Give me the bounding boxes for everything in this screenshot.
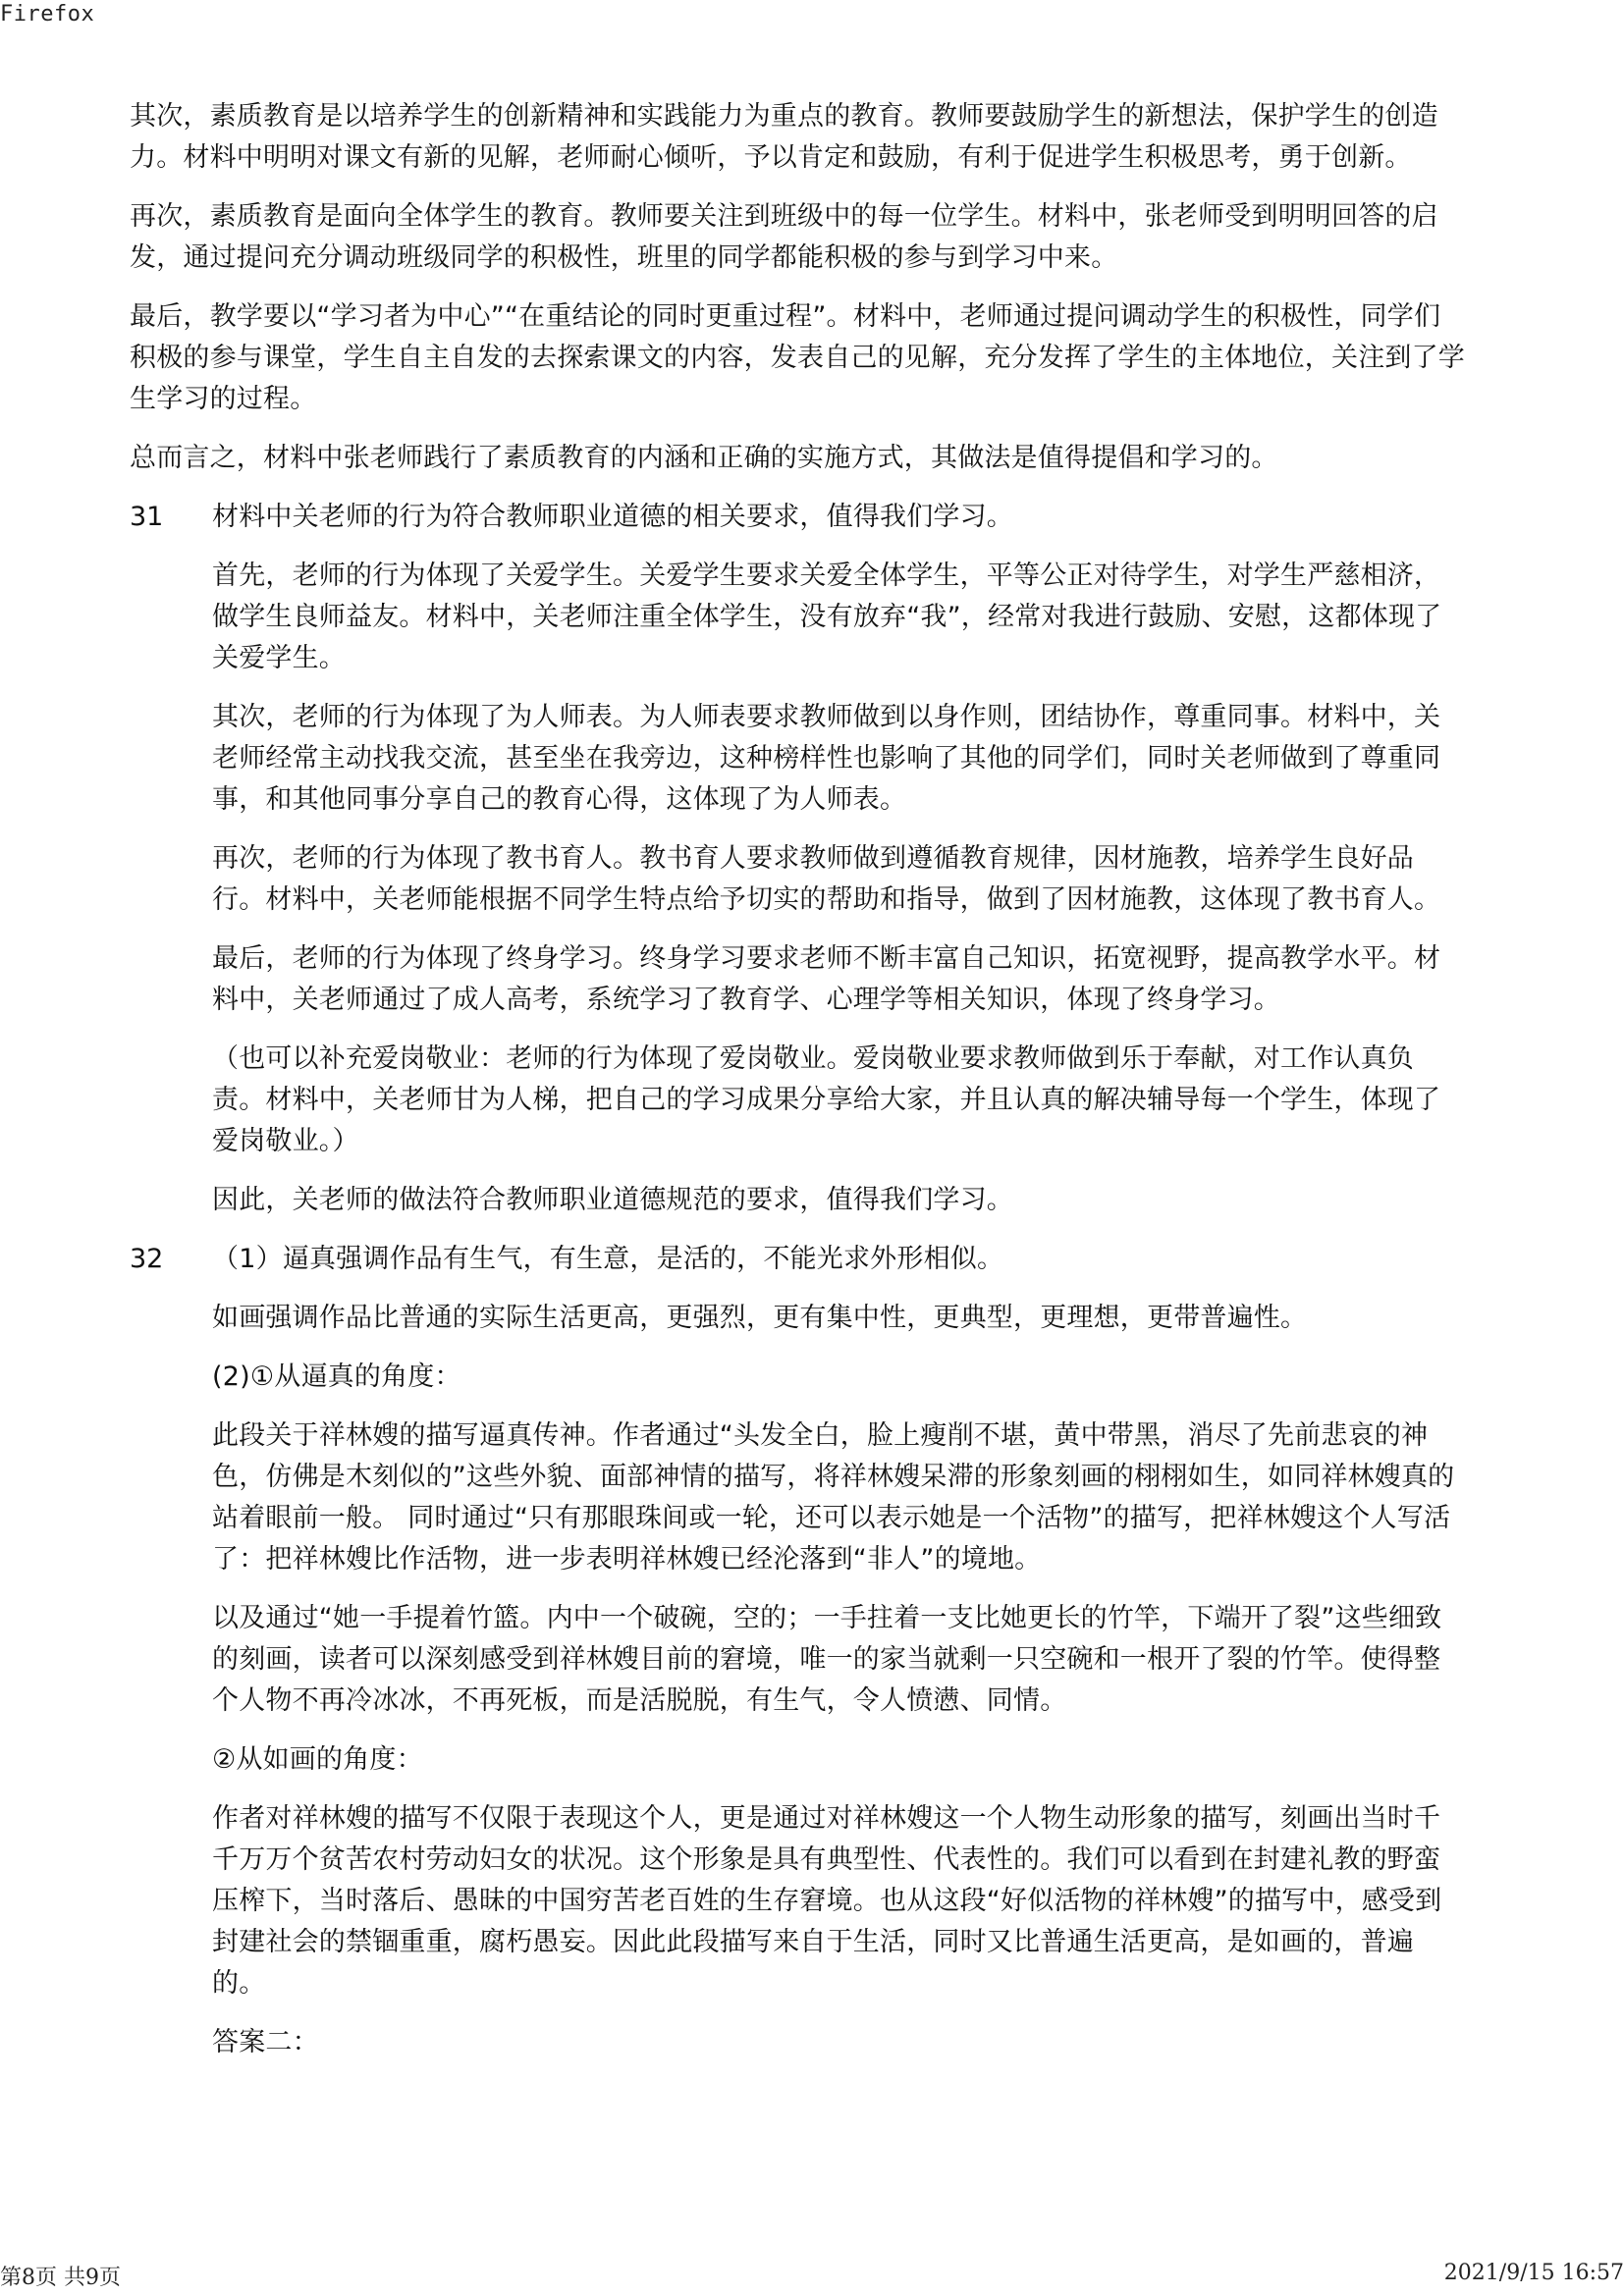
browser-name: Firefox [0, 2, 95, 27]
paragraph: 再次，老师的行为体现了教书育人。教书育人要求教师做到遵循教育规律，因材施教，培养学生良好品行。材料中，关老师能根据不同学生特点给予切实的帮助和指导，做到了因材施教，这体现了教书育人。 [212, 843, 1441, 915]
document-body [130, 96, 1465, 2081]
paragraph: 总而言之，材料中张老师践行了素质教育的内涵和正确的实施方式，其做法是值得提倡和学习的。 [130, 443, 1278, 473]
paragraph: 以及通过“她一手提着竹篮。内中一个破碗，空的；一手拄着一支比她更长的竹竿，下端开了裂”这些细致的刻画，读者可以深刻感受到祥林嫂目前的窘境，唯一的家当就剩一只空碗和一根开了裂的竹竿。使得整个人物不再冷冰冰，不再死板，而是活脱脱，有生气，令人愤懑、同情。 [212, 1603, 1442, 1716]
paragraph: 最后，老师的行为体现了终身学习。终身学习要求老师不断丰富自己知识，拓宽视野，提高教学水平。材料中，关老师通过了成人高考，系统学习了教育学、心理学等相关知识，体现了终身学习。 [212, 943, 1441, 1015]
answer-lead: 材料中关老师的行为符合教师职业道德的相关要求，值得我们学习。 [212, 502, 1013, 532]
answer-31 [130, 497, 1465, 1221]
paragraph: ②从如画的角度： [212, 1744, 423, 1775]
paragraph: 首先，老师的行为体现了关爱学生。关爱学生要求关爱全体学生，平等公正对待学生，对学生严慈相济，做学生良师益友。材料中，关老师注重全体学生，没有放弃“我”，经常对我进行鼓励、安慰，这都体现了关爱学生。 [212, 561, 1442, 673]
paragraph: (2)①从逼真的角度： [212, 1362, 461, 1392]
paragraph: 如画强调作品比普通的实际生活更高，更强烈，更有集中性，更典型，更理想，更带普遍性。 [212, 1303, 1308, 1333]
answer-lead: （1）逼真强调作品有生气，有生意，是活的，不能光求外形相似。 [212, 1244, 1004, 1274]
paragraph: 此段关于祥林嫂的描写逼真传神。作者通过“头发全白，脸上瘦削不堪，黄中带黑，消尽了先前悲哀的神色，仿佛是木刻似的”这些外貌、面部神情的描写，将祥林嫂呆滞的形象刻画的栩栩如生，如同祥林嫂真的站着眼前一般。 同时通过“只有那眼珠间或一轮，还可以表示她是一个活物”的描写，把祥林嫂这个人写活了：把祥林嫂比作活物，进一步表明祥林嫂已经沦落到“非人”的境地。 [212, 1420, 1455, 1575]
answer-32 [130, 1239, 1465, 2063]
paragraph: 最后，教学要以“学习者为中心”“在重结论的同时更重过程”。材料中，老师通过提问调动学生的积极性，同学们积极的参与课堂，学生自主自发的去探索课文的内容，发表自己的见解，充分发挥了学生的主体地位，关注到了学生学习的过程。 [130, 301, 1465, 414]
paragraph: （也可以补充爱岗敬业：老师的行为体现了爱岗敬业。爱岗敬业要求教师做到乐于奉献，对工作认真负责。材料中，关老师甘为人梯，把自己的学习成果分享给大家，并且认真的解决辅导每一个学生，体现了爱岗敬业。） [212, 1043, 1441, 1156]
page-indicator: 第8页 共9页 [0, 2266, 121, 2290]
paragraph: 再次，素质教育是面向全体学生的教育。教师要关注到班级中的每一位学生。材料中，张老师受到明明回答的启发，通过提问充分调动班级同学的积极性，班里的同学都能积极的参与到学习中来。 [130, 201, 1438, 273]
question-number: 31 [130, 502, 164, 532]
paragraph: 答案二： [212, 2027, 319, 2057]
paragraph: 其次，素质教育是以培养学生的创新精神和实践能力为重点的教育。教师要鼓励学生的新想法，保护学生的创造力。材料中明明对课文有新的见解，老师耐心倾听，予以肯定和鼓励，有利于促进学生积极思考，勇于创新。 [130, 101, 1438, 173]
question-number: 32 [130, 1244, 164, 1274]
paragraph: 其次，老师的行为体现了为人师表。为人师表要求教师做到以身作则，团结协作，尊重同事。材料中，关老师经常主动找我交流，甚至坐在我旁边，这种榜样性也影响了其他的同学们，同时关老师做到了尊重同事，和其他同事分享自己的教育心得，这体现了为人师表。 [212, 702, 1441, 815]
print-timestamp: 2021/9/15 16:57 [1443, 2261, 1624, 2285]
paragraph: 作者对祥林嫂的描写不仅限于表现这个人，更是通过对祥林嫂这一个人物生动形象的描写，刻画出当时千千万万个贫苦农村劳动妇女的状况。这个形象是具有典型性、代表性的。我们可以看到在封建礼教的野蛮压榨下，当时落后、愚昧的中国穷苦老百姓的生存窘境。也从这段“好似活物的祥林嫂”的描写中，感受到封建社会的禁锢重重，腐朽愚妄。因此此段描写来自于生活，同时又比普通生活更高，是如画的，普遍的。 [212, 1803, 1442, 1999]
paragraph: 因此，关老师的做法符合教师职业道德规范的要求，值得我们学习。 [212, 1185, 1013, 1215]
